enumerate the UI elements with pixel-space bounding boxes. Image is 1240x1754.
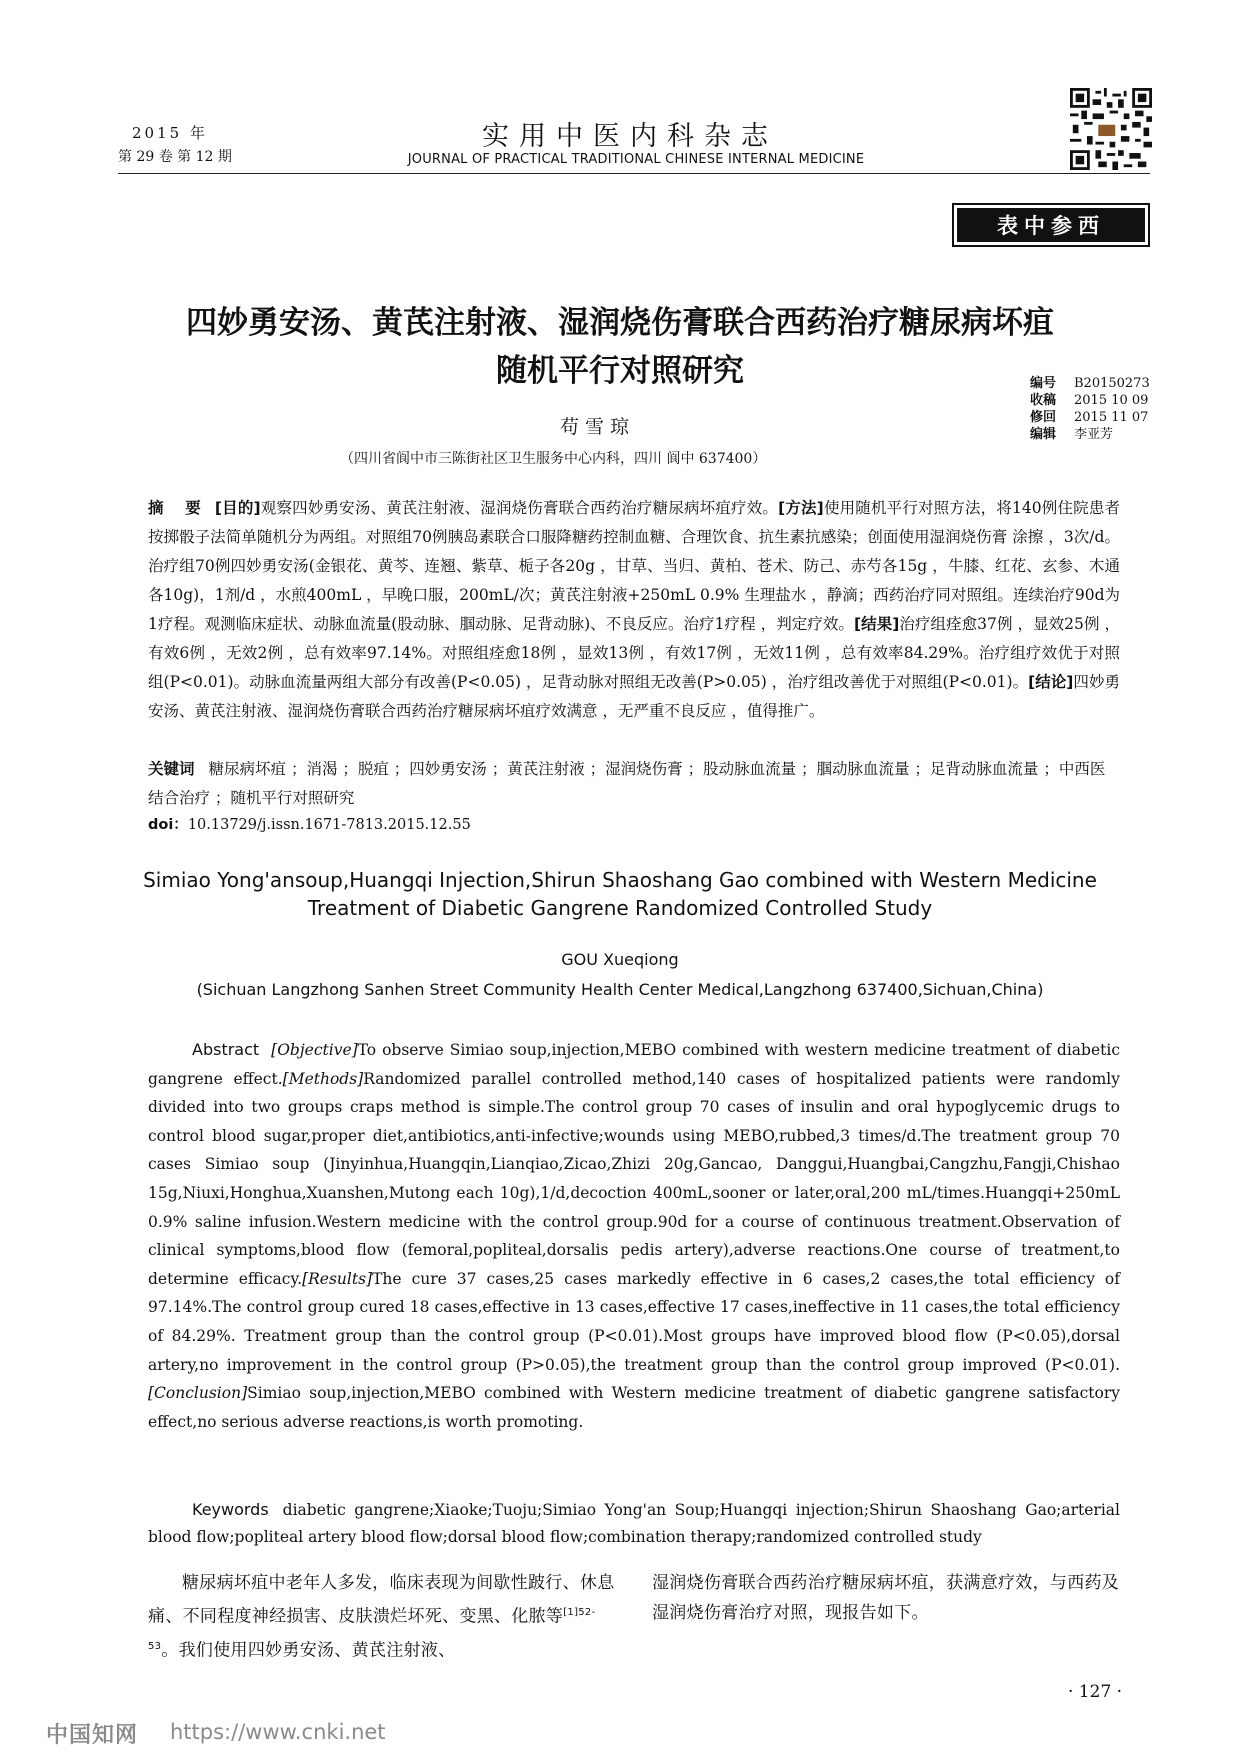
volume-issue: 第 29 卷 第 12 期 [118,149,232,165]
keywords-label-zh: 关键词 [148,760,195,778]
keywords-label-en: Keywords [192,1500,269,1519]
article-title-line-1: 四妙勇安汤、黄芪注射液、湿润烧伤膏联合西药治疗糖尿病坏疽 [186,305,1054,341]
column-badge [952,203,1150,247]
doi[interactable]: doi：10.13729/j.issn.1671-7813.2015.12.55 [148,817,471,833]
cnki-url-link[interactable]: https://www.cnki.net [170,1720,386,1744]
affiliation-en: (Sichuan Langzhong Sanhen Street Community Health Center Medical,Langzhong 637400,Sichuan,China) [196,980,1044,999]
body-column-right: 湿润烧伤膏联合西药治疗糖尿病坏疽，获满意疗效，与西药及湿润烧伤膏治疗对照，现报告如下。 [652,1573,1120,1623]
meta-row: 编号 B20150273 [1030,376,1150,391]
article-title-en-line-2: Treatment of Diabetic Gangrene Randomized Controlled Study [307,896,933,920]
abstract-en: Abstract [Objective]To observe Simiao soup,injection,MEBO combined with western medicine treatment of diabetic gangrene effect.[Methods]Randomized parallel controlled method,140 cases of hospitalized patients were randomly divided into two groups craps method is simple.The control group 70 cases of insulin and oral hypoglycemic drugs to control blood sugar,proper diet,antibiotics,anti-infective;wounds using MEBO,rubbed,3 times/d.The treatment group 70 cases Simiao soup (Jinyinhua,Huangqin,Lianqiao,Zicao,Zhizi 20g,Gancao, Danggui,Huangbai,Cangzhu,Fangji,Chishao 15g,Niuxi,Honghua,Xuanshen,Mutong each 10g),1/d,decoction 400mL,sooner or later,oral,200 mL/times.Huangqi+250mL 0.9% saline infusion.Western medicine with the control group.90d for a course of continuous treatment.Observation of clinical symptoms,blood flow (femoral,popliteal,dorsalis pedis artery),adverse reactions.One course of treatment,to determine efficacy.[Results]The cure 37 cases,25 cases markedly effective in 6 cases,2 cases,the total efficiency of 97.14%.The control group cured 18 cases,effective in 13 cases,effective 17 cases,ineffective in 11 cases,the total efficiency of 84.29%. Treatment group than the control group (P<0.01).Most groups have improved blood flow (P<0.05),dorsal artery,no improvement in the control group (P>0.05),the treatment group than the control group improved (P<0.01).[Conclusion]Simiao soup,injection,MEBO combined with Western medicine treatment of diabetic gangrene satisfactory effect,no serious adverse reactions,is worth promoting. [148,1040,1121,1431]
abstract-label-en: Abstract [192,1040,260,1059]
meta-row: 收稿 2015 10 09 [1030,393,1149,408]
meta-row: 修回 2015 11 07 [1030,410,1149,425]
abstract-zh: 摘 要 [目的]观察四妙勇安汤、黄芪注射液、湿润烧伤膏联合西药治疗糖尿病坏疽疗效。[方法]使用随机平行对照方法，将140例住院患者按掷骰子法简单随机分为两组。对照组70例胰岛素联合口服降糖药控制血糖、合理饮食、抗生素抗感染；创面使用湿润烧伤膏 涂擦 ，3次/d。治疗组70例四妙勇安汤(金银花、黄芩、连翘、紫草、栀子各20g ，甘草、当归、黄柏、苍术、防己、赤芍各15g ，牛膝、红花、玄参、木通各10g)，1剂/d ，水煎400mL ，早晚口服，200mL/次；黄芪注射液+250mL 0.9% 生理盐水 ，静滴；西药治疗同对照组。连续治疗90d为1疗程。观测临床症状、动脉血流量(股动脉、腘动脉、足背动脉)、不良反应。治疗1疗程 ，判定疗效。[结果]治疗组痊愈37例 ，显效25例 ，有效6例 ，无效2例 ，总有效率97.14%。对照组痊愈18例 ，显效13例 ，有效17例 ，无效11例 ，总有效率84.29%。治疗组疗效优于对照组(P<0.01)。动脉血流量两组大部分有改善(P<0.05) ，足背动脉对照组无改善(P>0.05) ，治疗组改善优于对照组(P<0.01)。[结论]四妙勇安汤、黄芪注射液、湿润烧伤膏联合西药治疗糖尿病坏疽疗效满意 ，无严重不良反应 ，值得推广。 [148,499,1121,720]
author-name-zh: 苟雪琼 [560,416,636,438]
keywords-en: Keywords diabetic gangrene;Xiaoke;Tuoju;Simiao Yong'an Soup;Huangqi injection;Shirun Shaoshang Gao;arterial blood flow;popliteal artery blood flow;dorsal blood flow;combination therapy;randomized controlled study [148,1500,1120,1546]
keywords-zh: 关键词 糖尿病坏疽 ；消渴 ；脱疽 ；四妙勇安汤 ；黄芪注射液 ；湿润烧伤膏 ；股动脉血流量 ；腘动脉血流量 ；足背动脉血流量 ；中西医结合治疗 ；随机平行对照研究 [148,760,1106,807]
affiliation-zh: （四川省阆中市三陈街社区卫生服务中心内科，四川 阆中 637400） [340,451,767,467]
citation-ref[interactable]: [1]52-53 [148,1607,596,1652]
header-rule [118,173,1150,174]
issue-year: 2015 年 [132,124,208,142]
journal-title-en: JOURNAL OF PRACTICAL TRADITIONAL CHINESE INTERNAL MEDICINE [407,152,865,167]
cnki-logo: 中国知网 [46,1723,139,1748]
column-badge-label: 表中参西 [957,208,1145,242]
body-column-left: 糖尿病坏疽中老年人多发，临床表现为间歇性跛行、休息痛、不同程度神经损害、皮肤溃烂坏死、变黑、化脓等$^{[1]52-53}$。我们使用四妙勇安汤、黄芪注射液、 [148,1573,615,1661]
page-number: · 127 · [1068,1682,1123,1702]
qr-code-icon[interactable] [1070,88,1152,170]
article-title-line-2: 随机平行对照研究 [496,353,744,389]
article-meta [1030,375,1174,443]
journal-title-zh: 实用中医内科杂志 [482,121,778,152]
author-name-en: GOU Xueqiong [561,950,679,969]
meta-row: 编辑 李亚芳 [1030,427,1114,442]
abstract-label-zh: 摘 要 [148,499,209,517]
article-title-en-line-1: Simiao Yong'ansoup,Huangqi Injection,Shirun Shaoshang Gao combined with Western Medicine [143,868,1097,892]
